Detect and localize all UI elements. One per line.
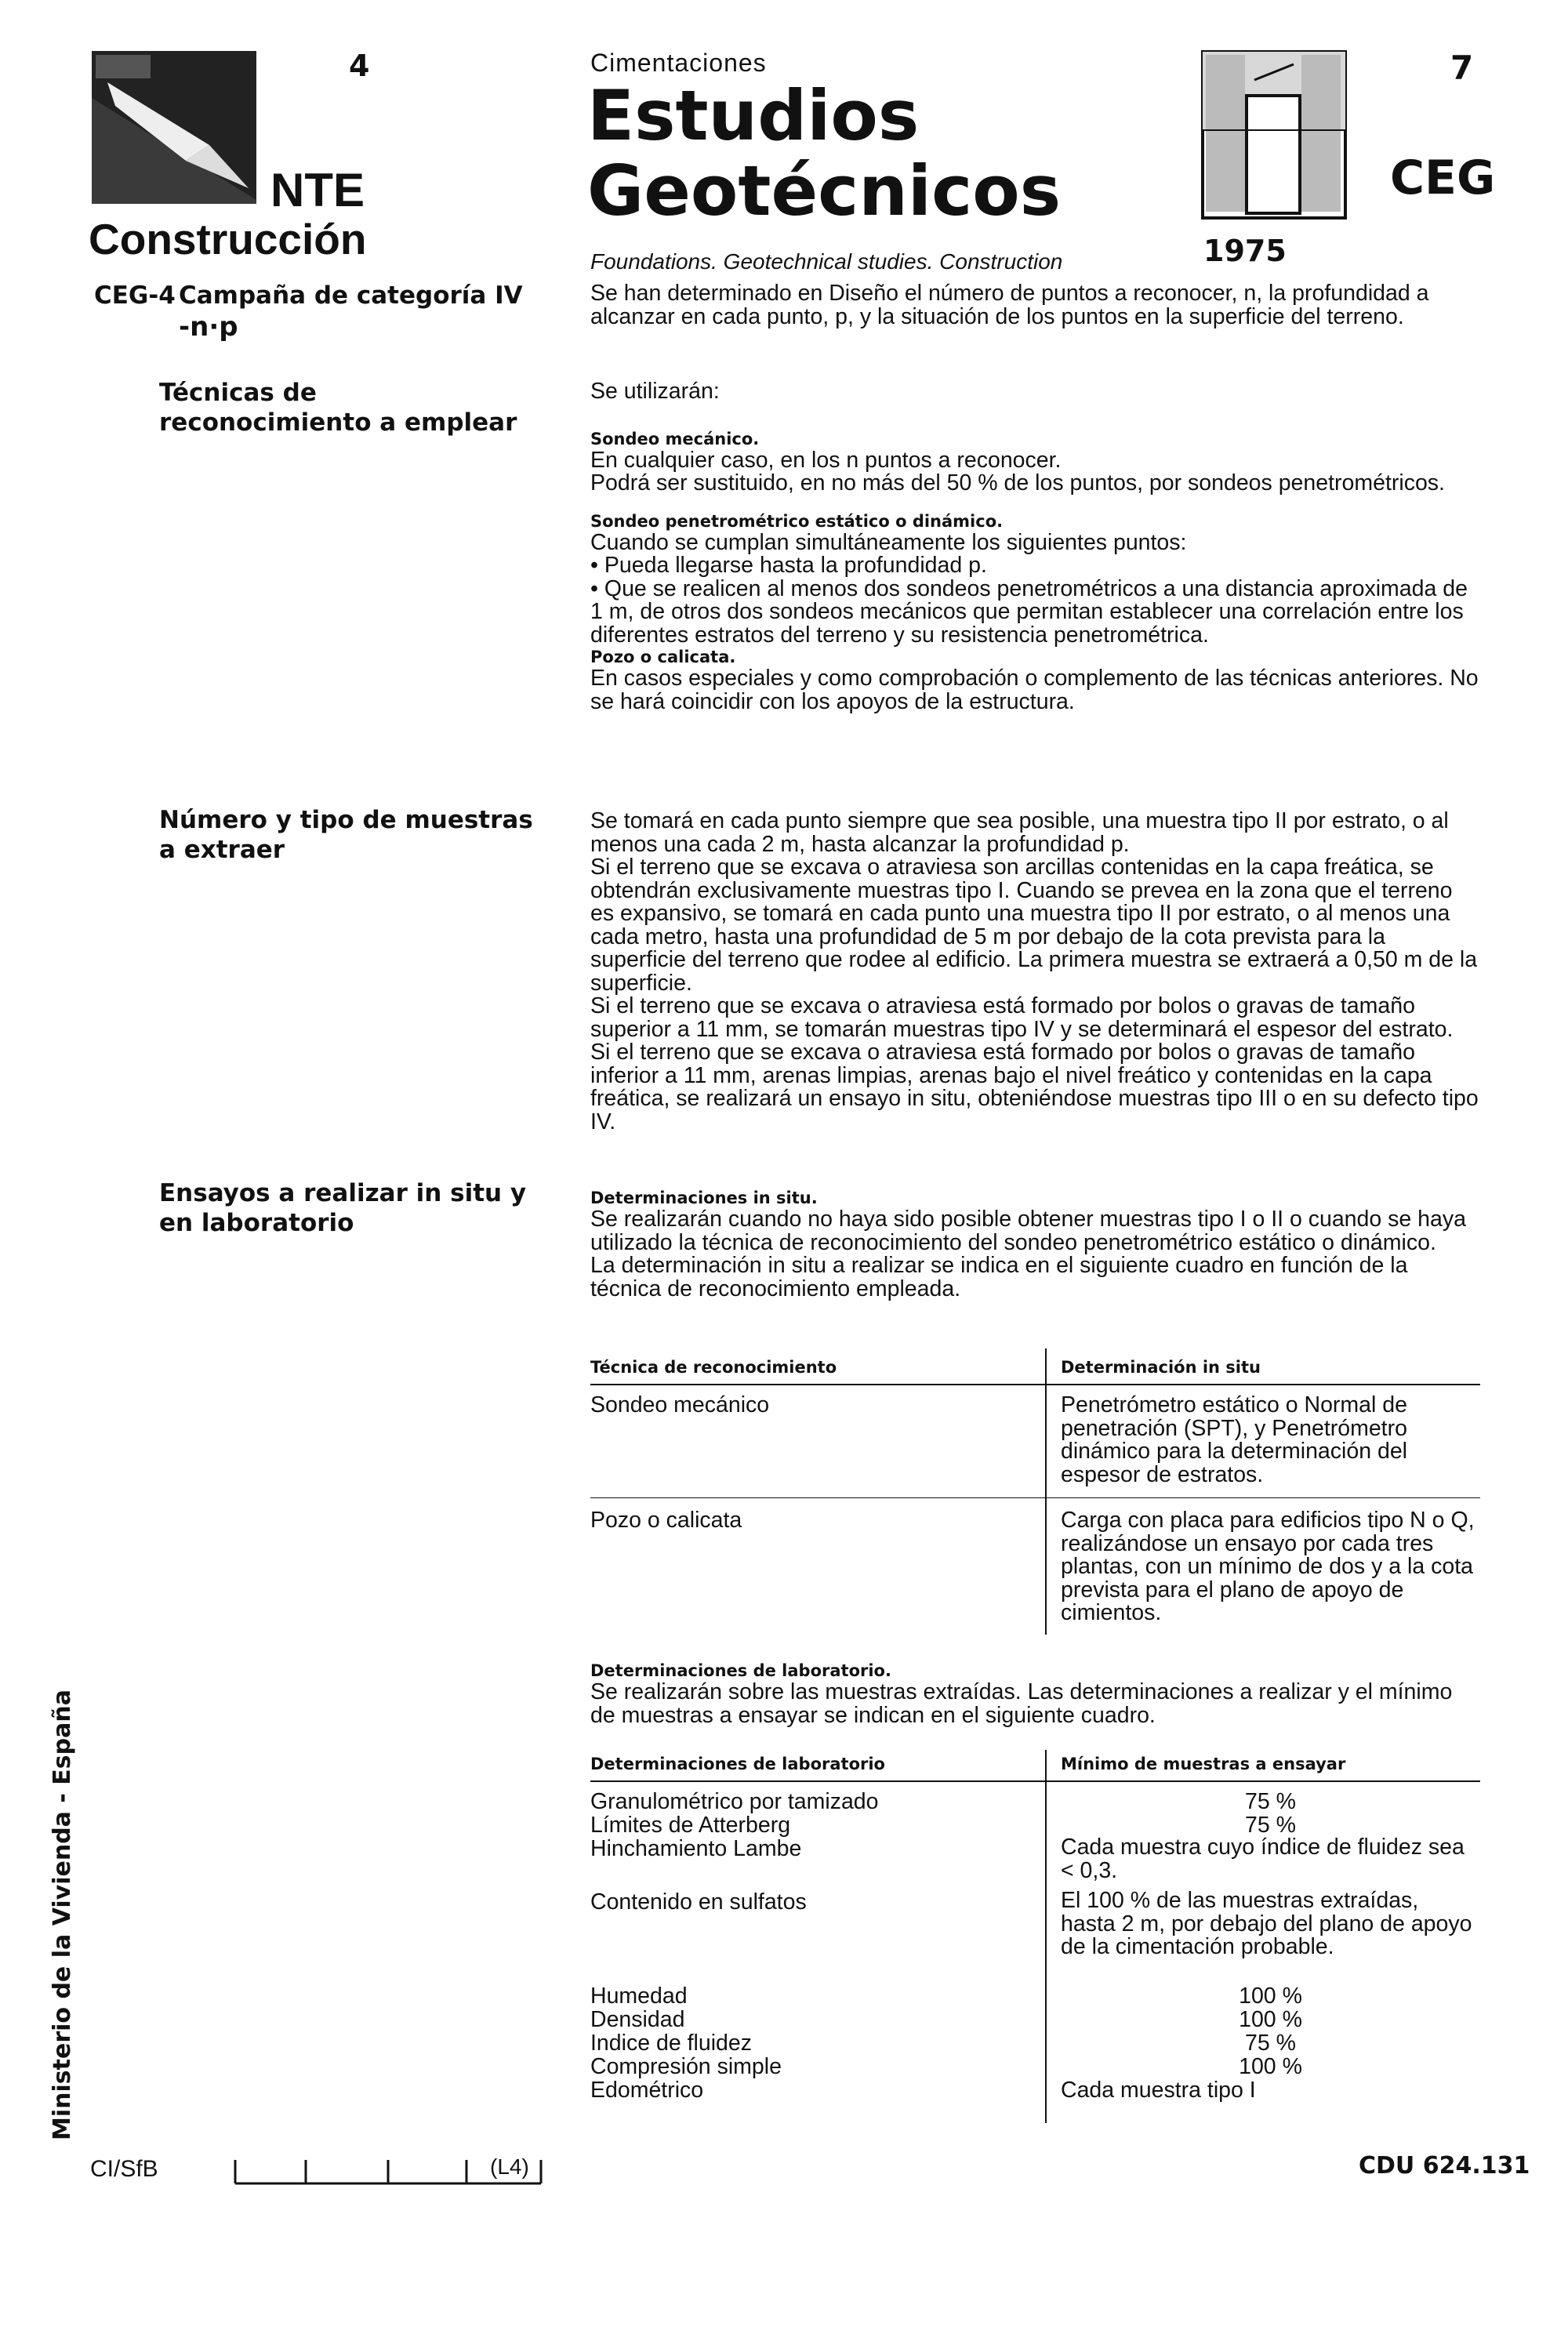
lab-block — [590, 1661, 1480, 1727]
lab-title: Determinaciones de laboratorio. — [590, 1661, 891, 1680]
table1-header-determinacion: Determinación in situ — [1061, 1358, 1261, 1377]
table-cell-value: 75 % — [1245, 1789, 1296, 1814]
sondeo-mecanico-p2: Podrá ser sustituido, en no más del 50 % de los puntos, por sondeos penetrométricos. — [590, 470, 1445, 495]
sondeo-mecanico-title: Sondeo mecánico. — [590, 429, 760, 448]
insitu-title: Determinaciones in situ. — [590, 1189, 818, 1207]
insitu-block — [590, 1188, 1480, 1301]
table1-row2-col2: Carga con placa para edificios tipo N o Q, realizándose un ensayo por cada tres plantas, con un mínimo de dos y a la cota prevista para el plano de apoyo de cimientos. — [1061, 1508, 1475, 1625]
insitu-p1: Se realizarán cuando no haya sido posible obtener muestras tipo I o II o cuando se haya utilizado la técnica de reconocimiento del sondeo penetrométrico estático o dinámico. — [590, 1207, 1466, 1255]
cdu-label: CDU 624.131 — [1359, 2152, 1530, 2180]
section-title: Campaña de categoría IV — [179, 281, 523, 310]
table1-header-tecnica: Técnica de reconocimiento — [590, 1358, 837, 1377]
table1-row2-col1: Pozo o calicata — [590, 1508, 742, 1533]
doc-code: CEG — [1390, 151, 1496, 205]
foundation-section-icon — [1200, 49, 1348, 221]
table-row: Indice de fluidez — [590, 2031, 752, 2056]
muestras-p2: Si el terreno que se excava o atraviesa son arcillas contenidas en la capa freática, se obtendrán exclusivamente muestras tipo I. Cuando se prevea en la zona que el terreno es expansivo, se tomará en cada punto una muestra tipo II por estrato, o al menos una cada metro, hasta una profundidad de 5 m por debajo de la cota prevista para la superficie del terreno que rodee al edificio. La primera muestra se extraerá a 0,50 m de la superficie. — [590, 855, 1478, 996]
kicker: Cimentaciones — [590, 49, 767, 77]
tecnicas-block — [590, 380, 1480, 713]
table-cell-value: 75 % — [1245, 1813, 1296, 1838]
table2-header-determinaciones: Determinaciones de laboratorio — [590, 1755, 885, 1773]
table-row: Humedad — [590, 1984, 688, 2009]
table-row: Contenido en sulfatos — [590, 1889, 807, 1915]
page-number-right: 7 — [1450, 49, 1474, 87]
penetro-p1: Cuando se cumplan simultáneamente los siguientes puntos: — [590, 529, 1187, 555]
table2-rule-top — [590, 1780, 1480, 1782]
insitu-table — [590, 1348, 1480, 1646]
penetro-bullet-2: • Que se realicen al menos dos sondeos penetrométricos a una distancia aproximada de 1 m, de otros dos sondeos mecánicos que permitan establecer una correlación entre los diferentes estratos del terreno y su resistencia penetrométrica. — [590, 575, 1468, 648]
table2-header-minimo: Mínimo de muestras a ensayar — [1061, 1755, 1346, 1773]
nte-logo — [92, 51, 256, 204]
page-number-left: 4 — [349, 49, 370, 83]
table-cell-value: 100 % — [1239, 1984, 1302, 2009]
muestras-p3: Si el terreno que se excava o atraviesa está formado por bolos o gravas de tamaño superior a 11 mm, se tomarán muestras tipo IV y se determinará el espesor del estrato. — [590, 993, 1454, 1042]
table1-divider — [1045, 1348, 1047, 1635]
muestras-label: Número y tipo de muestras a extraer — [159, 806, 533, 864]
muestras-p4: Si el terreno que se excava o atraviesa está formado por bolos o gravas de tamaño inferior a 11 mm, arenas limpias, arenas bajo el nivel freático y contenidas en la capa freática, se realizará un ensayo in situ, obteniéndose muestras tipo III o en su defecto tipo IV. — [590, 1040, 1479, 1134]
table1-rule-top — [590, 1384, 1480, 1385]
insitu-p2: La determinación in situ a realizar se indica en el siguiente cuadro en función de la técnica de reconocimiento empleada. — [590, 1253, 1408, 1301]
page-title-line2: Geotécnicos — [587, 151, 1062, 231]
table-cell-value: El 100 % de las muestras extraídas, hasta 2 m, por debajo del plano de apoyo de la cimentación probable. — [1061, 1888, 1472, 1959]
table-row: Límites de Atterberg — [590, 1813, 791, 1838]
table-cell-value: 75 % — [1245, 2031, 1296, 2056]
muestras-block — [590, 810, 1480, 1134]
table-cell-value: 100 % — [1239, 2054, 1302, 2079]
trowel-logo-icon — [92, 51, 256, 204]
table-row: Granulométrico por tamizado — [590, 1789, 879, 1814]
section-formula: -n·p — [179, 311, 238, 343]
table2-divider — [1045, 1750, 1047, 2123]
table-row: Hinchamiento Lambe — [590, 1836, 802, 1861]
l4-label: (L4) — [490, 2154, 529, 2179]
tecnicas-lead: Se utilizarán: — [590, 379, 720, 404]
pozo-title: Pozo o calicata. — [590, 648, 736, 666]
table-cell-value: Cada muestra tipo I — [1061, 2078, 1256, 2103]
table-row: Edométrico — [590, 2078, 704, 2103]
construccion-label: Construcción — [89, 215, 367, 263]
penetro-bullet-1: • Pueda llegarse hasta la profundidad p. — [590, 553, 987, 578]
sondeo-mecanico-p1: En cualquier caso, en los n puntos a reconocer. — [590, 447, 1062, 473]
table1-row1-col2: Penetrómetro estático o Normal de penetración (SPT), y Penetrómetro dinámico para la determinación del espesor de estratos. — [1061, 1392, 1408, 1487]
table1-row1-col1: Sondeo mecánico — [590, 1392, 770, 1417]
table-cell-value: 100 % — [1239, 2007, 1302, 2032]
penetro-title: Sondeo penetrométrico estático o dinámico. — [590, 511, 1004, 531]
subtitle: Foundations. Geotechnical studies. Construction — [590, 249, 1063, 274]
table-row: Densidad — [590, 2007, 685, 2032]
tecnicas-label: Técnicas de reconocimiento a emplear — [159, 379, 517, 437]
cisfb-label: CI/SfB — [90, 2156, 158, 2182]
intro-text: Se han determinado en Diseño el número de puntos a reconocer, n, la profundidad a alcanzar en cada punto, p, y la situación de los puntos en la superficie del terreno. — [590, 281, 1429, 329]
lab-table — [590, 1750, 1480, 2126]
page-title-line1: Estudios — [587, 75, 920, 156]
muestras-p1: Se tomará en cada punto siempre que sea posible, una muestra tipo II por estrato, o al menos una cada 2 m, hasta alcanzar la profundidad p. — [590, 808, 1449, 857]
ensayos-label: Ensayos a realizar in situ y en laboratorio — [159, 1179, 527, 1237]
pozo-p1: En casos especiales y como comprobación o complemento de las técnicas anteriores. No se hará coincidir con los apoyos de la estructura. — [590, 666, 1479, 714]
ministry-vertical: Ministerio de la Vivienda - España — [49, 1690, 76, 2140]
foundation-diagram — [1200, 49, 1348, 221]
year: 1975 — [1203, 234, 1287, 268]
lab-p1: Se realizarán sobre las muestras extraídas. Las determinaciones a realizar y el mínimo de muestras a ensayar se indican en el siguiente cuadro. — [590, 1679, 1453, 1728]
nte-label: NTE — [270, 164, 365, 216]
table1-rule-mid — [590, 1497, 1480, 1498]
table-row: Compresión simple — [590, 2054, 782, 2079]
section-code: CEG-4 — [94, 281, 176, 310]
table-cell-value: Cada muestra cuyo índice de fluidez sea < 0,3. — [1061, 1835, 1465, 1883]
